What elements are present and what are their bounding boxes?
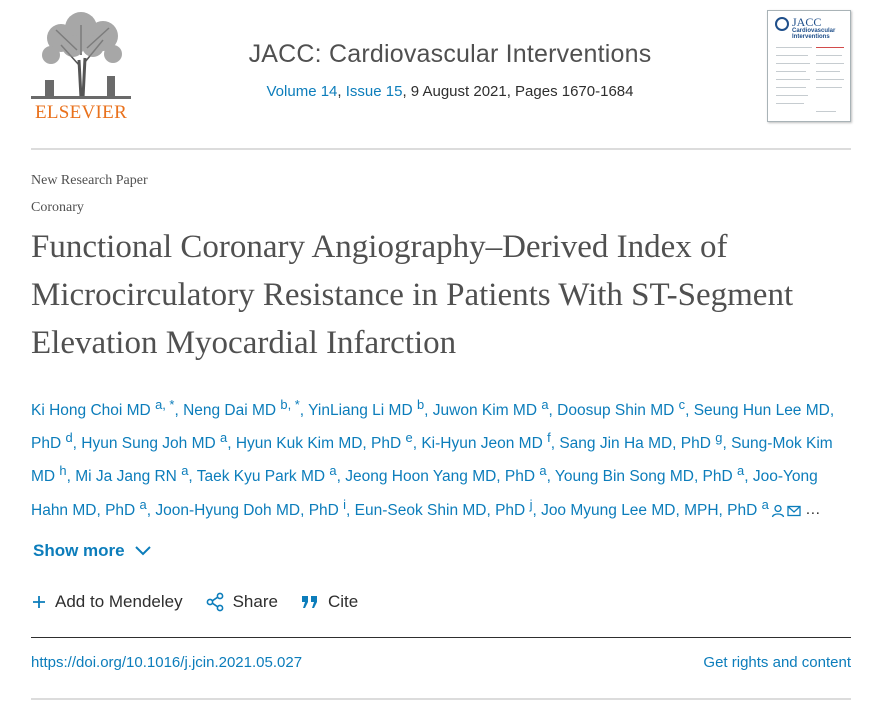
journal-title[interactable]: JACC: Cardiovascular Interventions [248,40,652,68]
article-type: New Research Paper [31,173,148,188]
cover-name: JACC [792,15,822,29]
person-icon[interactable] [771,504,785,518]
author-affiliation-marker[interactable]: a [539,463,547,479]
article-subject: Coronary [31,200,84,215]
author-affiliation-marker[interactable]: b, * [280,397,300,412]
author-link[interactable]: Sung-Mok Kim MD [31,435,833,486]
author-link[interactable]: Mi Ja Jang RN [75,468,177,486]
doi-link[interactable]: https://doi.org/10.1016/j.jcin.2021.05.027 [31,654,303,671]
cite-button[interactable] [300,592,358,612]
article-title: Functional Coronary Angiography–Derived Index of Microcirculatory Resistance in Patients With ST-Segment Elevation Myocardial Infarction [31,229,794,361]
elsevier-tree-icon [31,10,131,100]
author-affiliation-marker[interactable]: b [416,397,425,412]
cite-label: Cite [327,592,359,611]
plus-icon [31,594,47,610]
author-link[interactable]: Taek Kyu Park MD [196,468,326,486]
author-affiliation-marker[interactable]: d [65,430,73,446]
section-divider [31,698,851,700]
author-affiliation-marker[interactable]: a [329,463,337,479]
author-affiliation-marker[interactable]: a [737,463,745,479]
add-to-mendeley-button[interactable] [31,592,183,612]
header-divider [31,148,851,150]
page-header [0,0,875,148]
author-link[interactable]: Ki Hong Choi MD [31,402,151,420]
author-affiliation-marker[interactable]: a [761,496,769,512]
article-actions [31,589,358,615]
author-affiliation-marker[interactable]: a [220,430,228,446]
issue-link[interactable]: Issue 15 [345,83,403,100]
author-link[interactable]: Joo Myung Lee MD, MPH, PhD [541,501,758,519]
share-icon [205,592,225,612]
author-link[interactable]: Sang Jin Ha MD, PhD [559,435,711,453]
author-affiliation-marker[interactable]: c [678,397,686,412]
author-link[interactable]: Juwon Kim MD [432,402,538,420]
journal-issue-info: Volume 14, Issue 15, 9 August 2021, Pages 1670-1684 [266,83,634,100]
envelope-icon[interactable] [787,505,801,517]
author-link[interactable]: Seung Hun Lee MD, PhD [31,402,835,453]
elsevier-wordmark: ELSEVIER [34,102,128,123]
author-affiliation-marker[interactable]: e [405,430,413,446]
author-link[interactable]: Ki-Hyun Jeon MD [421,435,543,453]
author-affiliation-marker[interactable]: h [59,463,67,479]
author-affiliation-marker[interactable]: a [541,397,549,412]
authors-ellipsis: … [805,501,821,519]
author-link[interactable]: Neng Dai MD [183,402,277,420]
author-link[interactable]: Jeong Hoon Yang MD, PhD [345,468,536,486]
author-affiliation-marker[interactable]: a [181,463,189,479]
author-affiliation-marker[interactable]: f [547,430,551,446]
author-link[interactable]: Eun-Seok Shin MD, PhD [354,501,526,519]
get-rights-link[interactable]: Get rights and content [703,654,851,671]
author-link[interactable]: YinLiang Li MD [308,402,413,420]
share-label: Share [232,592,278,611]
show-more-button[interactable] [33,541,153,561]
author-link[interactable]: Doosup Shin MD [557,402,675,420]
author-affiliation-marker[interactable]: i [343,496,347,512]
author-affiliation-marker[interactable]: a, * [155,397,175,412]
add-to-mendeley-label: Add to Mendeley [55,592,183,611]
author-link[interactable]: Joo-Yong Hahn MD, PhD [31,468,818,519]
chevron-down-icon [133,544,153,558]
volume-link[interactable]: Volume 14 [266,83,338,100]
author-affiliation-marker[interactable]: g [715,430,723,446]
quote-icon [300,593,320,611]
show-more-label: Show more [33,541,125,560]
author-link[interactable]: Joon-Hyung Doh MD, PhD [155,501,339,519]
author-affiliation-marker[interactable]: a [139,496,147,512]
cover-emblem-icon [775,17,789,31]
date-pages: 9 August 2021, Pages 1670-1684 [410,83,634,100]
doi-divider [31,637,851,638]
cover-subtitle: Cardiovascular Interventions [792,28,836,40]
share-button[interactable] [205,592,278,612]
elsevier-logo[interactable] [31,10,131,125]
journal-info [160,40,740,100]
author-affiliation-marker[interactable]: j [529,496,533,512]
author-link[interactable]: Hyun Sung Joh MD [81,435,216,453]
journal-cover-image[interactable] [767,10,851,122]
author-list: Ki Hong Choi MD $^{a, *}$, Neng Dai MD $^{b, *}$, YinLiang Li MD $^b$, Juwon Kim MD $^a$, Doosup Shin MD $^c$, Seung Hun Lee MD, PhD $^d$, Hyun Sung Joh MD $^a$, Hyun Kuk Kim MD, PhD $^e$, Ki-Hyun Jeon MD $^f$, Sang Jin Ha MD, PhD $^g$, Sung-Mok Kim MD $^h$, Mi Ja Jang RN $^a$, Taek Kyu Park MD $^a$, Jeong Hoon Yang MD, PhD $^a$, Young Bin Song MD, PhD $^a$, Joo-Yong Hahn MD, PhD $^a$, Joon-Hyung Doh MD, PhD $^i$, Eun-Seok Shin MD, PhD $^j$, Joo Myung Lee MD, MPH, PhD $^a$ … [31,397,835,519]
author-link[interactable]: Hyun Kuk Kim MD, PhD [235,435,402,453]
author-link[interactable]: Young Bin Song MD, PhD [554,468,733,486]
